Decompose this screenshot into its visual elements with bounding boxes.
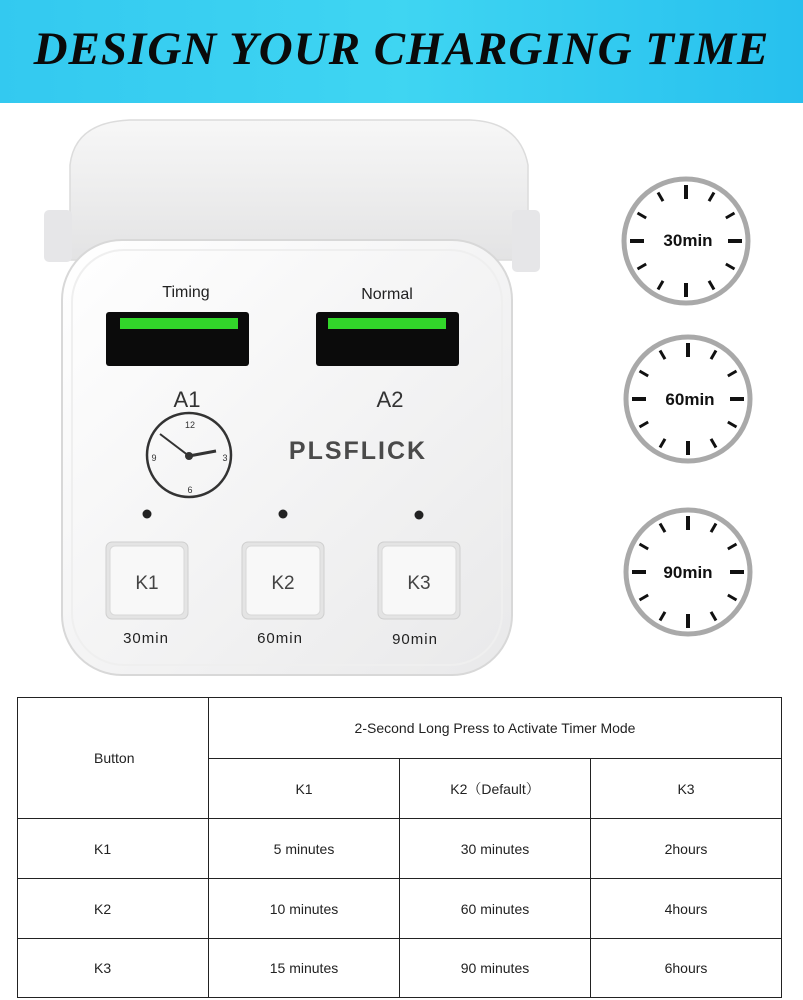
- row-button: K2: [18, 879, 209, 939]
- button-time-k3: 90min: [392, 631, 438, 648]
- port-led-a1: [120, 318, 238, 329]
- indicator-dot-k3: [415, 511, 424, 520]
- row-button: K1: [18, 819, 209, 879]
- title-banner: [0, 0, 803, 103]
- table-cell: 10 minutes: [209, 879, 400, 939]
- header-button: Button: [18, 698, 209, 819]
- row-button: K3: [18, 939, 209, 998]
- timer-label-30min: 30min: [663, 231, 713, 250]
- usb-port-a1: [106, 312, 249, 366]
- table-cell: 6hours: [591, 939, 782, 998]
- indicator-dot-k1: [143, 510, 152, 519]
- svg-text:6: 6: [187, 485, 193, 495]
- svg-text:K3: K3: [407, 573, 431, 594]
- port-led-a2: [328, 318, 446, 329]
- table-cell: 2hours: [591, 819, 782, 879]
- svg-text:3: 3: [222, 453, 228, 463]
- port-id-a2: A2: [376, 387, 404, 412]
- device-button-k2: [242, 542, 324, 619]
- header-timer-mode: 2-Second Long Press to Activate Timer Mode: [209, 698, 782, 759]
- svg-text:9: 9: [151, 453, 157, 463]
- right-prong: [512, 210, 540, 272]
- port-id-a1: A1: [173, 387, 201, 412]
- timer-clock-90min: [622, 506, 754, 638]
- column-header-k1: K1: [209, 759, 400, 819]
- indicator-dot-k2: [279, 510, 288, 519]
- left-prong: [44, 210, 72, 262]
- table-row: [18, 939, 782, 998]
- table-cell: 90 minutes: [400, 939, 591, 998]
- table-cell: 30 minutes: [400, 819, 591, 879]
- charger-device: [0, 110, 600, 690]
- svg-text:12: 12: [184, 420, 196, 430]
- table-cell: 4hours: [591, 879, 782, 939]
- timer-label-90min: 90min: [663, 563, 713, 582]
- port-label-normal: Normal: [361, 286, 413, 303]
- port-label-timing: Timing: [162, 284, 210, 301]
- button-time-k1: 30min: [123, 630, 169, 647]
- table-row: [18, 819, 782, 879]
- device-button-k3: [378, 542, 460, 619]
- column-header-k2: K2（Default）: [400, 759, 591, 819]
- table-cell: 15 minutes: [209, 939, 400, 998]
- banner-title: DESIGN YOUR CHARGING TIME: [33, 23, 770, 75]
- timer-clock-30min: [620, 175, 752, 307]
- timer-clock-60min: [622, 333, 754, 465]
- svg-text:K1: K1: [135, 573, 159, 594]
- timer-label-60min: 60min: [665, 390, 715, 409]
- table-cell: 5 minutes: [209, 819, 400, 879]
- button-time-k2: 60min: [257, 630, 303, 647]
- table-cell: 60 minutes: [400, 879, 591, 939]
- column-header-k3: K3: [591, 759, 782, 819]
- usb-port-a2: [316, 312, 459, 366]
- svg-text:K2: K2: [271, 573, 295, 594]
- table-row: [18, 879, 782, 939]
- device-button-k1: [106, 542, 188, 619]
- brand-logo: PLSFLICK: [288, 437, 428, 465]
- timer-mode-table: [17, 697, 782, 998]
